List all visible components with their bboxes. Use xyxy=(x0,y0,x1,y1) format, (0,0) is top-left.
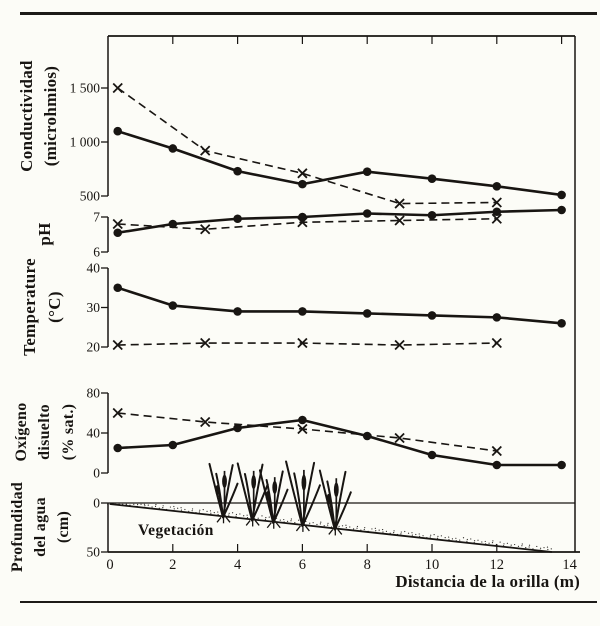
sediment-stipple-dot xyxy=(294,522,295,523)
sediment-stipple-dot xyxy=(345,525,346,526)
sediment-stipple-dot xyxy=(203,509,204,510)
sediment-stipple-dot xyxy=(514,544,515,545)
sediment-stipple-dot xyxy=(239,513,240,514)
sediment-stipple-dot xyxy=(437,536,438,537)
sediment-stipple-dot xyxy=(492,542,493,543)
sediment-stipple-dot xyxy=(298,520,299,521)
y-axis-title-profundidad-line2: del agua xyxy=(32,497,49,557)
sediment-stipple-dot xyxy=(163,505,164,506)
sediment-stipple-dot xyxy=(543,547,544,548)
marker-circle-conductividad xyxy=(557,191,566,200)
sediment-stipple-dot xyxy=(375,530,376,531)
sediment-stipple-dot xyxy=(210,513,211,514)
sediment-stipple-dot xyxy=(441,535,442,536)
sediment-stipple-dot xyxy=(474,542,475,543)
sediment-stipple-dot xyxy=(236,514,237,515)
sediment-stipple-dot xyxy=(210,510,211,511)
sediment-stipple-dot xyxy=(291,518,292,519)
sediment-stipple-dot xyxy=(122,504,123,505)
sediment-stipple-dot xyxy=(218,514,219,515)
x-axis-title: Distancia de la orilla (m) xyxy=(395,572,580,591)
sediment-stipple-dot xyxy=(463,537,464,538)
sediment-stipple-dot xyxy=(331,526,332,527)
sediment-stipple-dot xyxy=(144,504,145,505)
y-axis-title-ph: pH xyxy=(35,222,54,246)
sediment-stipple-dot xyxy=(126,504,127,505)
sediment-stipple-dot xyxy=(118,504,119,505)
sediment-stipple-dot xyxy=(422,535,423,536)
sediment-stipple-dot xyxy=(496,544,497,545)
marker-circle-oxigeno xyxy=(428,451,437,460)
x-tick-label: 12 xyxy=(489,557,505,573)
y-axis-title-profundidad-units: (cm) xyxy=(55,510,72,544)
y-axis-title-conductividad: Conductividad xyxy=(17,60,36,172)
sediment-stipple-dot xyxy=(195,512,196,513)
sediment-stipple-dot xyxy=(452,538,453,539)
sediment-stipple-dot xyxy=(547,549,548,550)
oxigeno-solido-circulos-line xyxy=(118,420,562,465)
y-tick-label-temperature: 30 xyxy=(86,300,100,315)
bottom-rule xyxy=(20,601,597,603)
y-axis-title-conductividad-units: (microhmios) xyxy=(41,65,60,167)
sediment-stipple-dot xyxy=(320,521,321,522)
sediment-stipple-dot xyxy=(507,543,508,544)
sediment-stipple-dot xyxy=(430,536,431,537)
sediment-stipple-dot xyxy=(324,525,325,526)
sediment-stipple-dot xyxy=(284,521,285,522)
y-tick-label-temperature: 20 xyxy=(86,339,100,355)
sediment-stipple-dot xyxy=(532,548,533,549)
sediment-stipple-dot xyxy=(338,526,339,527)
marker-x-conductividad xyxy=(298,169,307,178)
marker-circle-temperature xyxy=(233,307,242,316)
sediment-stipple-dot xyxy=(521,545,522,546)
sediment-stipple-dot xyxy=(199,510,200,511)
sediment-stipple-dot xyxy=(309,524,310,525)
sediment-stipple-dot xyxy=(107,504,108,505)
sediment-stipple-dot xyxy=(356,528,357,529)
sediment-stipple-dot xyxy=(481,541,482,542)
sediment-stipple-dot xyxy=(243,515,244,516)
y-tick-label-oxigeno: 40 xyxy=(86,425,100,441)
sediment-stipple-dot xyxy=(470,538,471,539)
sediment-stipple-dot xyxy=(430,535,431,536)
sediment-stipple-dot xyxy=(390,533,391,534)
y-tick-label-ph: 7 xyxy=(93,209,100,225)
cattail-root xyxy=(217,517,221,522)
sediment-stipple-dot xyxy=(400,533,401,534)
sediment-stipple-dot xyxy=(133,504,134,505)
sediment-stipple-dot xyxy=(540,549,541,550)
sediment-stipple-dot xyxy=(151,506,152,507)
sediment-stipple-dot xyxy=(232,512,233,513)
marker-circle-temperature xyxy=(363,309,372,318)
sediment-stipple-dot xyxy=(412,534,413,535)
sediment-stipple-dot xyxy=(459,540,460,541)
sediment-stipple-dot xyxy=(411,532,412,533)
sediment-stipple-dot xyxy=(375,528,376,529)
sediment-stipple-dot xyxy=(349,526,350,527)
sediment-stipple-dot xyxy=(525,547,526,548)
sediment-stipple-dot xyxy=(419,536,420,537)
sediment-stipple-dot xyxy=(320,523,321,524)
marker-circle-conductividad xyxy=(169,144,178,153)
y-axis-title-profundidad: Profundidad xyxy=(9,481,26,573)
sediment-stipple-dot xyxy=(419,533,420,534)
marker-x-temperature xyxy=(492,339,501,348)
x-tick-label: 14 xyxy=(562,557,577,573)
sediment-stipple-dot xyxy=(148,505,149,506)
cattail-seed-head xyxy=(272,481,277,494)
cattail-seed-head xyxy=(251,475,256,489)
sediment-stipple-dot xyxy=(261,515,262,516)
y-axis-title-oxigeno: Oxígeno xyxy=(13,402,30,462)
sediment-stipple-dot xyxy=(265,517,266,518)
sediment-stipple-dot xyxy=(518,546,519,547)
x-tick-label: 6 xyxy=(298,557,307,573)
temperature-discontinuo-equis-line xyxy=(118,343,497,345)
marker-circle-ph xyxy=(113,228,122,237)
sediment-stipple-dot xyxy=(467,539,468,540)
sediment-stipple-dot xyxy=(309,523,310,524)
marker-circle-conductividad xyxy=(298,180,307,189)
marker-circle-conductividad xyxy=(493,182,502,191)
cattail-root xyxy=(267,523,271,528)
sediment-stipple-dot xyxy=(129,504,130,505)
cattail-root xyxy=(276,523,280,528)
x-tick-label: 10 xyxy=(424,557,440,573)
sediment-stipple-dot xyxy=(488,543,489,544)
cattail-seed-head xyxy=(222,475,227,488)
sediment-stipple-dot xyxy=(258,518,259,519)
sediment-stipple-dot xyxy=(199,511,200,512)
sediment-stipple-dot xyxy=(327,523,328,524)
cattail-root xyxy=(246,520,250,525)
sediment-stipple-dot xyxy=(140,504,141,505)
sediment-stipple-dot xyxy=(536,546,537,547)
sediment-stipple-dot xyxy=(287,521,288,522)
sediment-stipple-dot xyxy=(364,529,365,530)
y-tick-label-conductividad: 500 xyxy=(79,188,100,204)
sediment-stipple-dot xyxy=(437,538,438,539)
sediment-stipple-dot xyxy=(290,520,291,521)
y-tick-label-conductividad: 1 500 xyxy=(69,80,100,96)
sediment-stipple-dot xyxy=(364,527,365,528)
marker-circle-temperature xyxy=(428,311,437,320)
sediment-stipple-dot xyxy=(217,511,218,512)
cattail-seed-head xyxy=(266,491,270,501)
x-tick-label: 0 xyxy=(106,557,114,573)
sediment-stipple-dot xyxy=(466,541,467,542)
sediment-stipple-dot xyxy=(386,531,387,532)
sediment-stipple-dot xyxy=(316,524,317,525)
sediment-stipple-dot xyxy=(426,537,427,538)
sediment-stipple-dot xyxy=(313,522,314,523)
y-tick-label-ph: 6 xyxy=(93,244,100,260)
sediment-stipple-dot xyxy=(401,531,402,532)
sediment-stipple-dot xyxy=(327,525,328,526)
marker-x-conductividad xyxy=(113,84,122,93)
sediment-stipple-dot xyxy=(510,546,511,547)
sediment-stipple-dot xyxy=(247,517,248,518)
sediment-stipple-dot xyxy=(162,507,163,508)
sediment-stipple-dot xyxy=(456,540,457,541)
marker-circle-oxigeno xyxy=(298,416,307,425)
sediment-stipple-dot xyxy=(448,536,449,537)
sediment-stipple-dot xyxy=(529,545,530,546)
sediment-stipple-dot xyxy=(511,545,512,546)
y-tick-label-conductividad: 1 000 xyxy=(69,134,100,150)
cattail-root xyxy=(296,526,300,531)
sediment-stipple-dot xyxy=(184,509,185,510)
marker-circle-conductividad xyxy=(233,167,242,176)
cattail-leaf xyxy=(238,463,252,520)
cattail-seed-head xyxy=(302,474,307,490)
sediment-stipple-dot xyxy=(474,540,475,541)
sediment-stipple-dot xyxy=(492,540,493,541)
y-axis-title-oxigeno-units: (% sat.) xyxy=(60,403,77,461)
marker-circle-ph xyxy=(233,214,242,223)
marker-circle-temperature xyxy=(169,301,178,310)
sediment-stipple-dot xyxy=(360,529,361,530)
sediment-stipple-dot xyxy=(357,526,358,527)
sediment-stipple-dot xyxy=(393,530,394,531)
sediment-stipple-dot xyxy=(170,506,171,507)
cattail-seed-head xyxy=(327,494,331,505)
sediment-stipple-dot xyxy=(445,537,446,538)
marker-circle-temperature xyxy=(557,319,566,328)
y-axis-title-temperature-units: (°C) xyxy=(45,291,64,323)
y-axis-title-oxigeno-line2: disuelto xyxy=(36,404,53,460)
sediment-stipple-dot xyxy=(404,531,405,532)
sediment-stipple-dot xyxy=(485,541,486,542)
sediment-stipple-dot xyxy=(367,531,368,532)
marker-circle-temperature xyxy=(113,283,122,292)
sediment-stipple-dot xyxy=(434,534,435,535)
sediment-stipple-dot xyxy=(166,509,167,510)
y-tick-label-oxigeno: 0 xyxy=(93,465,100,481)
sediment-stipple-dot xyxy=(529,546,530,547)
sediment-stipple-dot xyxy=(477,540,478,541)
sediment-stipple-dot xyxy=(181,509,182,510)
sediment-stipple-dot xyxy=(206,511,207,512)
sediment-stipple-dot xyxy=(269,516,270,517)
sediment-stipple-dot xyxy=(338,528,339,529)
marker-circle-ph xyxy=(557,206,566,215)
sediment-stipple-dot xyxy=(393,532,394,533)
sediment-stipple-dot xyxy=(174,508,175,509)
sediment-stipple-dot xyxy=(180,507,181,508)
sediment-stipple-dot xyxy=(229,513,230,514)
cattail-root xyxy=(338,529,342,534)
x-tick-label: 4 xyxy=(233,557,242,573)
sediment-stipple-dot xyxy=(448,539,449,540)
marker-circle-ph xyxy=(428,211,437,220)
sediment-stipple-dot xyxy=(228,515,229,516)
y-tick-label-temperature: 40 xyxy=(86,260,100,276)
sediment-stipple-dot xyxy=(283,519,284,520)
sediment-stipple-dot xyxy=(155,506,156,507)
sediment-stipple-dot xyxy=(173,506,174,507)
sediment-stipple-dot xyxy=(503,543,504,544)
cattail-root xyxy=(329,529,333,534)
sediment-stipple-dot xyxy=(397,534,398,535)
y-tick-label-oxigeno: 80 xyxy=(86,385,100,401)
sediment-stipple-dot xyxy=(455,538,456,539)
y-tick-label-profundidad: 50 xyxy=(86,544,100,560)
sediment-stipple-dot xyxy=(265,519,266,520)
sediment-stipple-dot xyxy=(137,504,138,505)
x-tick-label: 2 xyxy=(169,557,177,573)
cattail-root xyxy=(226,517,230,522)
y-axis-title-temperature: Temperature xyxy=(20,258,39,356)
sediment-stipple-dot xyxy=(342,525,343,526)
sediment-stipple-dot xyxy=(379,530,380,531)
sediment-stipple-dot xyxy=(503,545,504,546)
marker-circle-conductividad xyxy=(113,127,122,136)
sediment-stipple-dot xyxy=(485,543,486,544)
cattail-root xyxy=(305,526,309,531)
marker-circle-oxigeno xyxy=(557,461,566,470)
y-tick-label-profundidad: 0 xyxy=(93,495,100,511)
marker-circle-conductividad xyxy=(363,167,372,176)
marker-circle-conductividad xyxy=(428,174,437,183)
sediment-stipple-dot xyxy=(353,528,354,529)
sediment-stipple-dot xyxy=(415,534,416,535)
sediment-stipple-dot xyxy=(382,531,383,532)
sediment-stipple-dot xyxy=(382,529,383,530)
sediment-stipple-dot xyxy=(551,548,552,549)
sediment-stipple-dot xyxy=(111,504,112,505)
marker-circle-oxigeno xyxy=(113,444,122,453)
sediment-stipple-dot xyxy=(192,510,193,511)
sediment-stipple-dot xyxy=(115,504,116,505)
sediment-stipple-dot xyxy=(522,543,523,544)
sediment-stipple-dot xyxy=(144,505,145,506)
sediment-stipple-dot xyxy=(247,515,248,516)
sediment-stipple-dot xyxy=(188,511,189,512)
sediment-stipple-dot xyxy=(235,516,236,517)
sediment-stipple-dot xyxy=(408,533,409,534)
marker-circle-temperature xyxy=(298,307,307,316)
sediment-stipple-dot xyxy=(280,520,281,521)
sediment-stipple-dot xyxy=(346,527,347,528)
x-tick-label: 8 xyxy=(363,557,371,573)
cattail-leaf xyxy=(286,462,302,526)
cattail-root xyxy=(255,520,259,525)
sediment-stipple-dot xyxy=(177,508,178,509)
sediment-stipple-dot xyxy=(540,548,541,549)
sediment-stipple-dot xyxy=(500,541,501,542)
sediment-stipple-dot xyxy=(214,512,215,513)
sediment-stipple-dot xyxy=(547,546,548,547)
sediment-stipple-dot xyxy=(192,508,193,509)
marker-circle-temperature xyxy=(493,313,502,322)
cattail-seed-head xyxy=(334,482,339,497)
vegetation-label: Vegetación xyxy=(138,522,214,539)
sediment-stipple-dot xyxy=(371,528,372,529)
sediment-stipple-dot xyxy=(159,508,160,509)
sediment-stipple-dot xyxy=(155,504,156,505)
sediment-stipple-dot xyxy=(137,506,138,507)
marker-circle-ph xyxy=(363,209,372,218)
cattail-seed-head xyxy=(215,485,219,495)
marker-circle-oxigeno xyxy=(493,461,502,470)
marker-circle-oxigeno xyxy=(169,441,178,450)
